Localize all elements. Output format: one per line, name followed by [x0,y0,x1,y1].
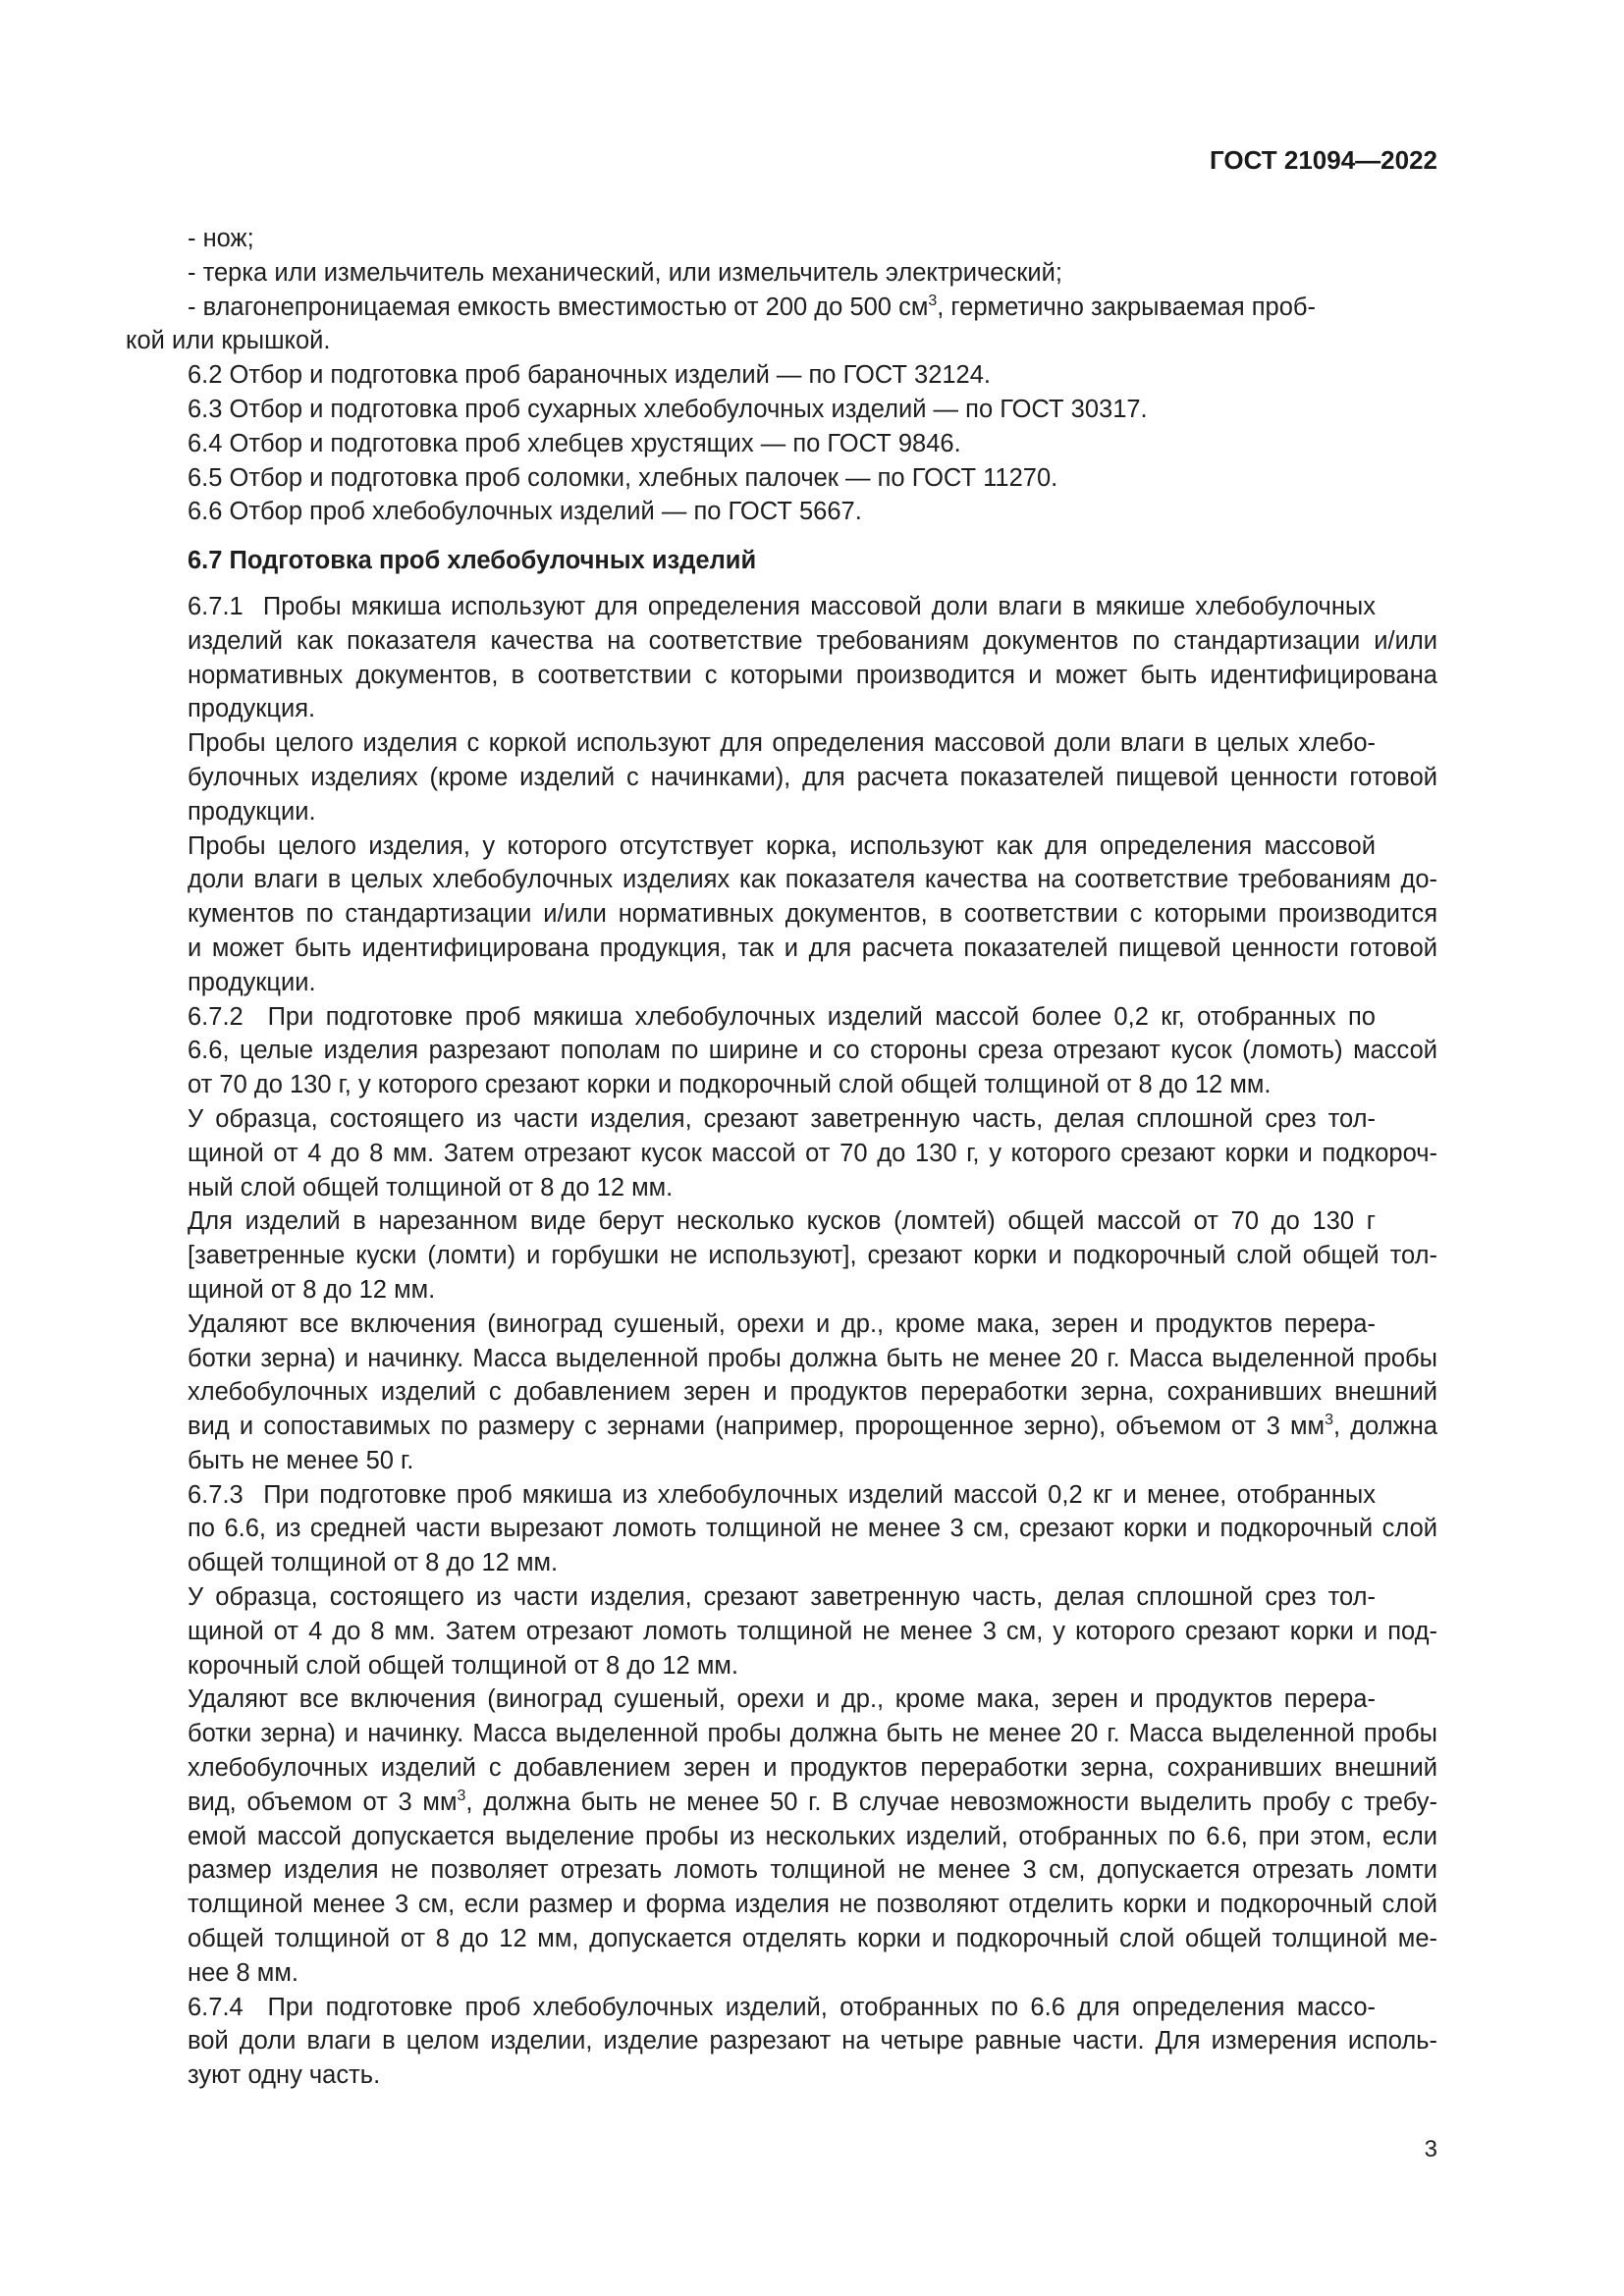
text-line: щиной от 4 до 8 мм. Затем отрезают ломоть толщиной не менее 3 см, у которого срезают корки и под- [188,1617,1437,1645]
text-line: ботки зерна) и начинку. Масса выделенной пробы должна быть не менее 20 г. Масса выделенной пробы [188,1720,1437,1748]
page-number: 3 [1424,2136,1437,2163]
text-line: 6.7.1 Пробы мякиша используют для определения массовой доли влаги в мякише хлебобулочных [188,592,1376,620]
text-line: быть не менее 50 г. [188,1446,414,1474]
clause-6-7-1 [126,590,1437,726]
text-line: изделий как показателя качества на соответствие требованиям документов по стандартизации и/или [188,626,1437,655]
clause-6-2: 6.2 Отбор и подготовка проб бараночных изделий — по ГОСТ 32124. [188,361,992,390]
list-item: - нож; [188,225,254,252]
text-line: щиной от 4 до 8 мм. Затем отрезают кусок массой от 70 до 130 г, у которого срезают корки и подкороч- [188,1139,1437,1167]
text-line: щиной от 8 до 12 мм. [188,1275,436,1304]
text-line: Для изделий в нарезанном виде берут несколько кусков (ломтей) общей массой от 70 до 130 г [188,1207,1376,1236]
clause-6-7-4 [126,1991,1437,2093]
paragraph [126,1682,1437,1990]
paragraph [126,1580,1437,1682]
list-item-text: , герметично закрываемая проб- [937,293,1317,321]
clause-6-7-3 [126,1478,1437,1580]
text-line: 6.6, целые изделия разрезают пополам по ширине и со стороны среза отрезают кусок (ломоть) массой [188,1037,1437,1065]
clause-6-4: 6.4 Отбор и подготовка проб хлебцев хрустящих — по ГОСТ 9846. [188,429,961,457]
text-line: нее 8 мм. [188,1958,298,1987]
text-line: 6.7.2 При подготовке проб мякиша хлебобулочных изделий массой более 0,2 кг, отобранных по [188,1002,1376,1031]
text-line: продукции. [188,797,316,826]
text-line: хлебобулочных изделий с добавлением зерен и продуктов переработки зерна, сохранивших внешний [188,1378,1437,1407]
text-line: , должна быть не менее 50 г. В случае невозможности выделить пробу с требу- [465,1788,1437,1816]
text-line: емой массой допускается выделение пробы из нескольких изделий, отобранных по 6.6, при этом, если [188,1822,1437,1850]
text-line: и может быть идентифицирована продукция, так и для расчета показателей пищевой ценности готовой [188,934,1437,962]
text-line: 6.7.4 При подготовке проб хлебобулочных изделий, отобранных по 6.6 для определения массо- [188,1993,1376,2021]
clause-6-6: 6.6 Отбор проб хлебобулочных изделий — по ГОСТ 5667. [188,498,862,526]
text-line: Пробы целого изделия, у которого отсутствует корка, используют как для определения массовой [188,831,1376,860]
list-item [126,291,1437,325]
document-code-header: ГОСТ 21094—2022 [1210,145,1437,175]
document-body [126,222,1437,2093]
text-line: вой доли влаги в целом изделии, изделие разрезают на четыре равные части. Для измерения исполь- [188,2027,1437,2056]
text-lines [126,1820,1437,1991]
clause-6-7-2 [126,1000,1437,1102]
text-line: , должна [1332,1413,1437,1441]
text-line: хлебобулочных изделий с добавлением зерен и продуктов переработки зерна, сохранивших внешний [188,1754,1437,1783]
paragraph [126,1308,1437,1478]
paragraph [126,829,1437,1000]
text-line: Удаляют все включения (виноград сушеный, орехи и др., кроме мака, зерен и продуктов перера- [188,1309,1376,1338]
text-line: толщиной менее 3 см, если размер и форма изделия не позволяют отделить корки и подкорочный слой [188,1891,1437,1919]
clause-6-3: 6.3 Отбор и подготовка проб сухарных хлебобулочных изделий — по ГОСТ 30317. [188,395,1148,423]
superscript: 3 [928,292,938,309]
text-line: нормативных документов, в соответствии с которыми производится и может быть идентифицирована [188,661,1437,689]
text-line: общей толщиной от 8 до 12 мм, допускается отделять корки и подкорочный слой общей толщиной ме- [188,1925,1437,1953]
text-line: У образца, состоящего из части изделия, срезают заветренную часть, делая сплошной срез тол- [188,1583,1376,1612]
text-line: кументов по стандартизации и/или нормативных документов, в соответствии с которыми производится [188,900,1437,929]
text-line: булочных изделиях (кроме изделий с начинками), для расчета показателей пищевой ценности готовой [188,763,1437,791]
clause-6-5: 6.5 Отбор и подготовка проб соломки, хлебных палочек — по ГОСТ 11270. [188,463,1058,492]
text-line: вид, объемом от 3 мм [188,1788,458,1816]
text-line: продукции. [188,968,316,996]
text-line: 6.7.3 При подготовке проб мякиша из хлебобулочных изделий массой 0,2 кг и менее, отобранных [188,1480,1376,1509]
text-line: размер изделия не позволяет отрезать ломоть толщиной не менее 3 см, допускается отрезать ломти [188,1856,1437,1885]
superscript: 3 [1325,1412,1333,1429]
text-line: ботки зерна) и начинку. Масса выделенной пробы должна быть не менее 20 г. Масса выделенной пробы [188,1344,1437,1372]
list-item-text: - влагонепроницаемая емкость вместимостью от 200 до 500 см [188,293,929,321]
list-item: - терка или измельчитель механический, или измельчитель электрический; [188,258,1062,287]
text-line: корочный слой общей толщиной от 8 до 12 мм. [188,1651,738,1680]
text-line: У образца, состоящего из части изделия, срезают заветренную часть, делая сплошной срез тол- [188,1104,1376,1133]
text-line: от 70 до 130 г, у которого срезают корки и подкорочный слой общей толщиной от 8 до 12 мм. [188,1071,1272,1099]
text-line: ный слой общей толщиной от 8 до 12 мм. [188,1173,674,1201]
paragraph [126,726,1437,828]
text-line: общей толщиной от 8 до 12 мм. [188,1549,559,1577]
section-heading-6-7: 6.7 Подготовка проб хлебобулочных изделий [188,547,757,575]
text-line: вид и сопоставимых по размеру с зернами (например, пророщенное зерно), объемом от 3 мм [188,1413,1326,1441]
text-line: зуют одну часть. [188,2061,381,2090]
text-line: по 6.6, из средней части вырезают ломоть толщиной не менее 3 см, срезают корки и подкорочный слой [188,1515,1437,1543]
text-line: [заветренные куски (ломти) и горбушки не используют], срезают корки и подкорочный слой общей тол- [188,1242,1437,1270]
text-line: Пробы целого изделия с коркой используют для определения массовой доли влаги в целых хлебо- [188,729,1376,758]
text-line: Удаляют все включения (виноград сушеный, орехи и др., кроме мака, зерен и продуктов перера- [188,1685,1376,1714]
paragraph [126,1204,1437,1307]
paragraph [126,1102,1437,1204]
list-item-continuation: кой или крышкой. [126,327,331,355]
text-line: доли влаги в целых хлебобулочных изделиях как показателя качества на соответствие требованиям до- [188,866,1437,894]
text-line: продукция. [188,695,316,723]
superscript: 3 [457,1787,466,1804]
